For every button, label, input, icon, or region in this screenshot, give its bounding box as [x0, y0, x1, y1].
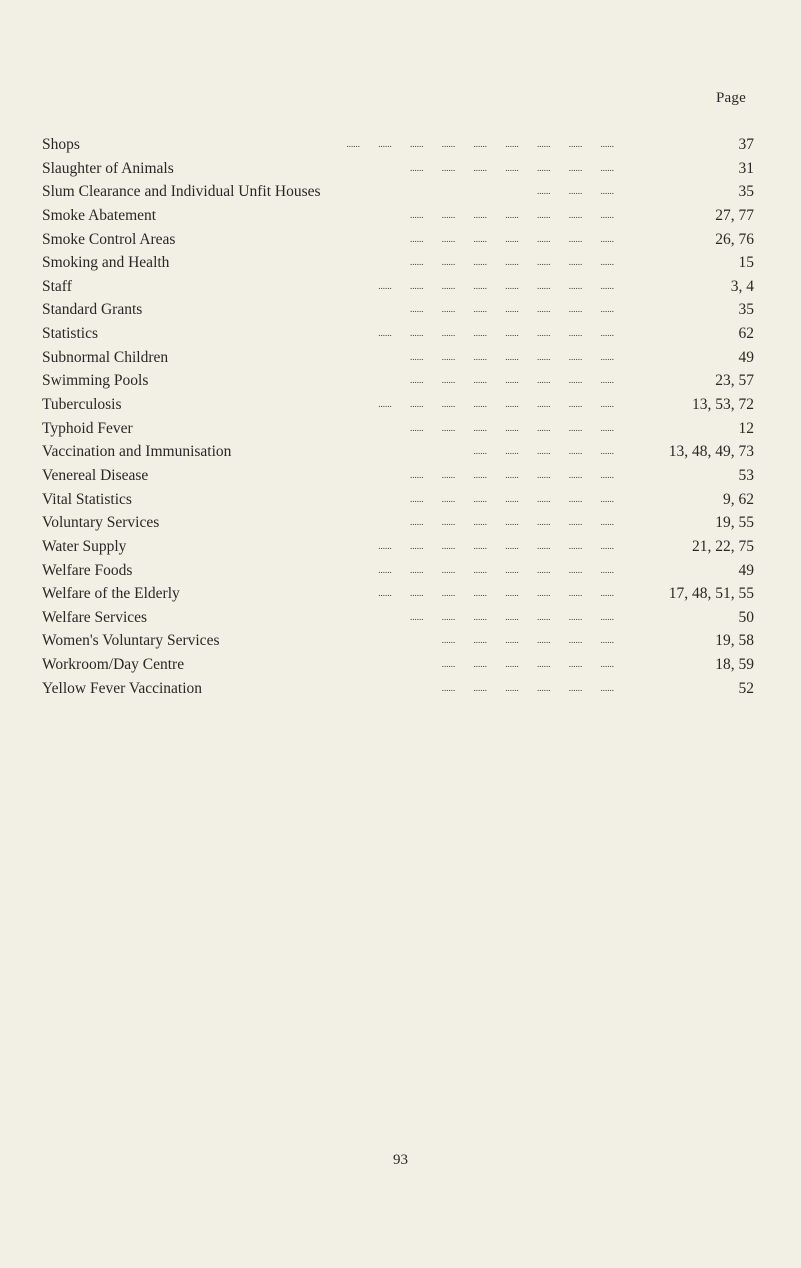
index-entry	[42, 251, 754, 275]
entry-title: Workroom/Day Centre	[42, 656, 185, 674]
index-entry	[42, 677, 754, 701]
dot-leader: ...... ...... ......	[537, 186, 614, 197]
dot-leader: ...... ...... ...... ...... ...... ...... ...... ......	[378, 280, 614, 291]
dot-leader: ...... ...... ...... ...... ...... ...... ......	[410, 422, 614, 433]
index-entry	[42, 322, 754, 346]
entry-title: Typhoid Fever	[42, 419, 133, 437]
dot-leader: ...... ...... ...... ...... ...... ...... ......	[410, 162, 614, 173]
entry-page-numbers: 19, 55	[715, 514, 754, 532]
entry-title: Staff	[42, 277, 72, 295]
dot-leader: ...... ...... ...... ...... ...... ......	[441, 682, 614, 693]
entry-title: Swimming Pools	[42, 372, 149, 390]
index-entry	[42, 157, 754, 181]
entry-title: Water Supply	[42, 537, 127, 555]
index-entry	[42, 204, 754, 228]
entry-page-numbers: 23, 57	[715, 372, 754, 390]
entry-title: Statistics	[42, 325, 98, 343]
dot-leader: ...... ...... ...... ...... ...... ...... ......	[410, 209, 614, 220]
entry-page-numbers: 26, 76	[715, 230, 754, 248]
dot-leader: ...... ...... ...... ...... ...... ...... ...... ......	[378, 399, 614, 410]
entry-title: Voluntary Services	[42, 514, 160, 532]
entry-page-numbers: 35	[738, 183, 754, 201]
index-entry	[42, 417, 754, 441]
dot-leader: ...... ...... ...... ...... ...... ...... ......	[410, 375, 614, 386]
dot-leader: ...... ...... ...... ...... ...... ...... ......	[410, 469, 614, 480]
dot-leader: ...... ...... ...... ...... ...... ......	[441, 635, 614, 646]
page-number: 93	[393, 1152, 408, 1168]
entry-page-numbers: 9, 62	[723, 490, 754, 508]
entry-page-numbers: 53	[738, 466, 754, 484]
dot-leader: ...... ...... ...... ...... ...... ...... ...... ...... ......	[346, 139, 614, 149]
entry-title: Welfare of the Elderly	[42, 585, 180, 603]
index-entry	[42, 440, 754, 464]
index-entry	[42, 228, 754, 252]
index-entry	[42, 369, 754, 393]
entry-page-numbers: 49	[738, 348, 754, 366]
dot-leader: ...... ...... ...... ...... ...... ...... ......	[410, 611, 614, 622]
entry-page-numbers: 62	[738, 325, 754, 343]
index-entry	[42, 653, 754, 677]
entry-page-numbers: 17, 48, 51, 55	[668, 585, 754, 603]
entry-page-numbers: 27, 77	[715, 206, 754, 224]
entry-page-numbers: 35	[738, 301, 754, 319]
entry-title: Vital Statistics	[42, 490, 132, 508]
entry-title: Venereal Disease	[42, 466, 149, 484]
entry-page-numbers: 15	[738, 254, 754, 272]
dot-leader: ...... ...... ...... ...... ...... ...... ...... ......	[378, 564, 614, 575]
entry-title: Smoking and Health	[42, 254, 170, 272]
entry-title: Slaughter of Animals	[42, 159, 174, 177]
entry-page-numbers: 52	[738, 679, 754, 697]
dot-leader: ...... ...... ...... ...... ...... ...... ......	[410, 517, 614, 528]
entry-title: Tuberculosis	[42, 396, 122, 414]
entry-page-numbers: 18, 59	[715, 656, 754, 674]
index-entry	[42, 629, 754, 653]
index-entry	[42, 606, 754, 630]
entry-page-numbers: 13, 53, 72	[692, 396, 754, 414]
entry-title: Smoke Abatement	[42, 206, 157, 224]
index-entry	[42, 582, 754, 606]
index-entry	[42, 180, 754, 204]
dot-leader: ...... ...... ...... ...... ...... ...... ......	[410, 233, 614, 244]
dot-leader: ...... ...... ...... ...... ...... ...... ......	[410, 351, 614, 362]
entry-page-numbers: 12	[738, 419, 754, 437]
dot-leader: ...... ...... ...... ...... ...... ...... ......	[410, 257, 614, 268]
dot-leader: ...... ...... ...... ...... ...... ......	[441, 659, 614, 670]
index-entry	[42, 393, 754, 417]
entry-page-numbers: 3, 4	[730, 277, 754, 295]
index-entry	[42, 133, 754, 157]
entry-page-numbers: 50	[738, 608, 754, 626]
entry-page-numbers: 37	[738, 136, 754, 153]
page-column-heading: Page	[716, 90, 746, 106]
entry-title: Smoke Control Areas	[42, 230, 176, 248]
index-entry	[42, 275, 754, 299]
entry-title: Women's Voluntary Services	[42, 632, 220, 650]
entry-title: Standard Grants	[42, 301, 143, 319]
entry-page-numbers: 21, 22, 75	[692, 537, 754, 555]
index-entry	[42, 559, 754, 583]
dot-leader: ...... ...... ...... ...... ...... ...... ......	[410, 493, 614, 504]
entry-page-numbers: 49	[738, 561, 754, 579]
entry-title: Shops	[42, 136, 80, 153]
entry-page-numbers: 19, 58	[715, 632, 754, 650]
dot-leader: ...... ...... ...... ...... ...... ...... ...... ......	[378, 328, 614, 339]
index-entry	[42, 488, 754, 512]
entry-title: Subnormal Children	[42, 348, 169, 366]
index-entry	[42, 298, 754, 322]
index-entry	[42, 511, 754, 535]
entry-title: Welfare Foods	[42, 561, 133, 579]
dot-leader: ...... ...... ...... ...... ...... ...... ......	[410, 304, 614, 315]
index-entry	[42, 346, 754, 370]
entry-title: Vaccination and Immunisation	[42, 443, 232, 461]
index-entry	[42, 464, 754, 488]
entry-title: Welfare Services	[42, 608, 148, 626]
entry-page-numbers: 31	[738, 159, 754, 177]
entry-title: Yellow Fever Vaccination	[42, 679, 203, 697]
dot-leader: ...... ...... ...... ...... ......	[473, 446, 614, 457]
dot-leader: ...... ...... ...... ...... ...... ...... ...... ......	[378, 540, 614, 551]
entry-page-numbers: 13, 48, 49, 73	[668, 443, 754, 461]
index-list	[42, 133, 754, 700]
dot-leader: ...... ...... ...... ...... ...... ...... ...... ......	[378, 588, 614, 599]
entry-title: Slum Clearance and Individual Unfit Houses	[42, 183, 321, 201]
index-entry	[42, 535, 754, 559]
